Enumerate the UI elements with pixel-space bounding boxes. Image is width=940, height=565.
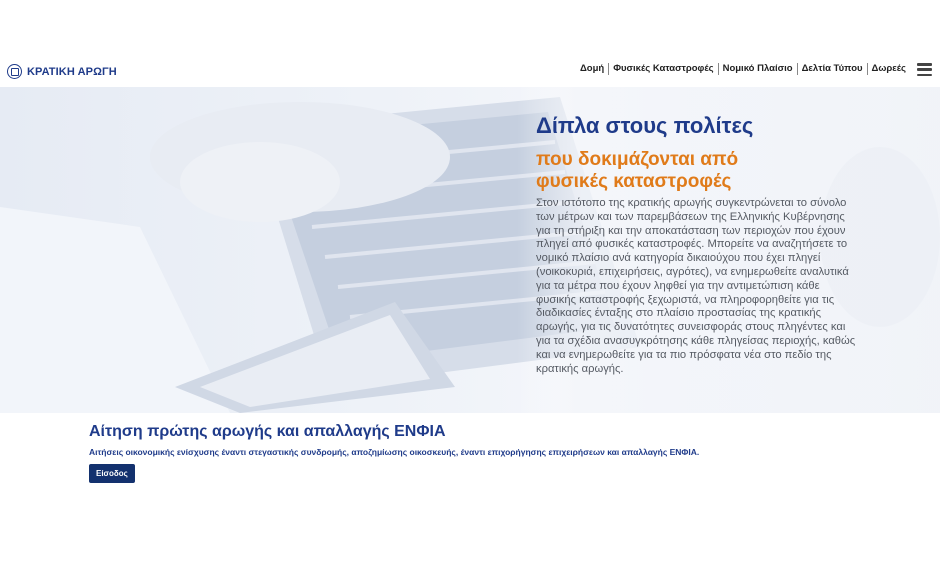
hero-title: Δίπλα στους πολίτες: [536, 113, 754, 138]
hero-description: Στον ιστότοπο της κρατικής αρωγής συγκεντρώνεται το σύνολο των μέτρων και των παρεμβάσεων της Ελληνικής Κυβέρνησης για τη στήριξη και την αποκατάσταση των περιοχών που έχουν πληγεί από φυσικές καταστροφές. Μπορείτε να αναζητήσετε το νομικό πλαίσιο ανά κατηγορία δικαιούχου που έχει πληγεί (νοικοκυριά, επιχειρήσεις, αγρότες), να ενημερωθείτε αναλυτικά για τα μέτρα που έχουν ληφθεί για την αντιμετώπιση κάθε φυσικής καταστροφής ξεχωριστά, να πληροφορηθείτε για τις διαδικασίες ένταξης στο πλαίσιο προστασίας της κρατικής αρωγής, για τις δυνατότητες συνεισφοράς στους πληγέντες και για τα σχέδια ανασυγκρότησης κάθε πληγείσας περιοχής, καθώς και να ενημερωθείτε για τα πιο πρόσφατα νέα στο πεδίο της κρατικής αρωγής.: [536, 197, 856, 375]
logo-text: ΚΡΑΤΙΚΗ ΑΡΩΓΗ: [27, 65, 117, 78]
menu-icon[interactable]: [917, 63, 932, 76]
hero-content: [536, 113, 856, 376]
nav-item-structure[interactable]: Δομή: [576, 63, 609, 75]
login-button[interactable]: Είσοδος: [89, 464, 135, 483]
coat-of-arms-icon: [7, 64, 22, 79]
application-section: [89, 423, 889, 483]
application-section-title: Αίτηση πρώτης αρωγής και απαλλαγής ΕΝΦΙΑ: [89, 423, 446, 440]
application-section-description: Αιτήσεις οικονομικής ενίσχυσης έναντι στεγαστικής συνδρομής, αποζημίωσης οικοσκευής, έναντι επιχορήγησης επιχειρήσεων και απαλλαγής ΕΝΦΙΑ.: [89, 447, 700, 457]
nav-item-legal-framework[interactable]: Νομικό Πλαίσιο: [719, 63, 798, 75]
site-logo[interactable]: [7, 64, 117, 79]
hero-banner: [0, 87, 940, 413]
nav-item-donations[interactable]: Δωρεές: [871, 63, 906, 74]
hero-subtitle: που δοκιμάζονται από φυσικές καταστροφές: [536, 149, 739, 192]
nav-item-natural-disasters[interactable]: Φυσικές Καταστροφές: [609, 63, 718, 75]
top-navigation-bar: [0, 55, 940, 87]
nav-item-press-releases[interactable]: Δελτία Τύπου: [798, 63, 868, 75]
main-nav: [576, 63, 910, 75]
